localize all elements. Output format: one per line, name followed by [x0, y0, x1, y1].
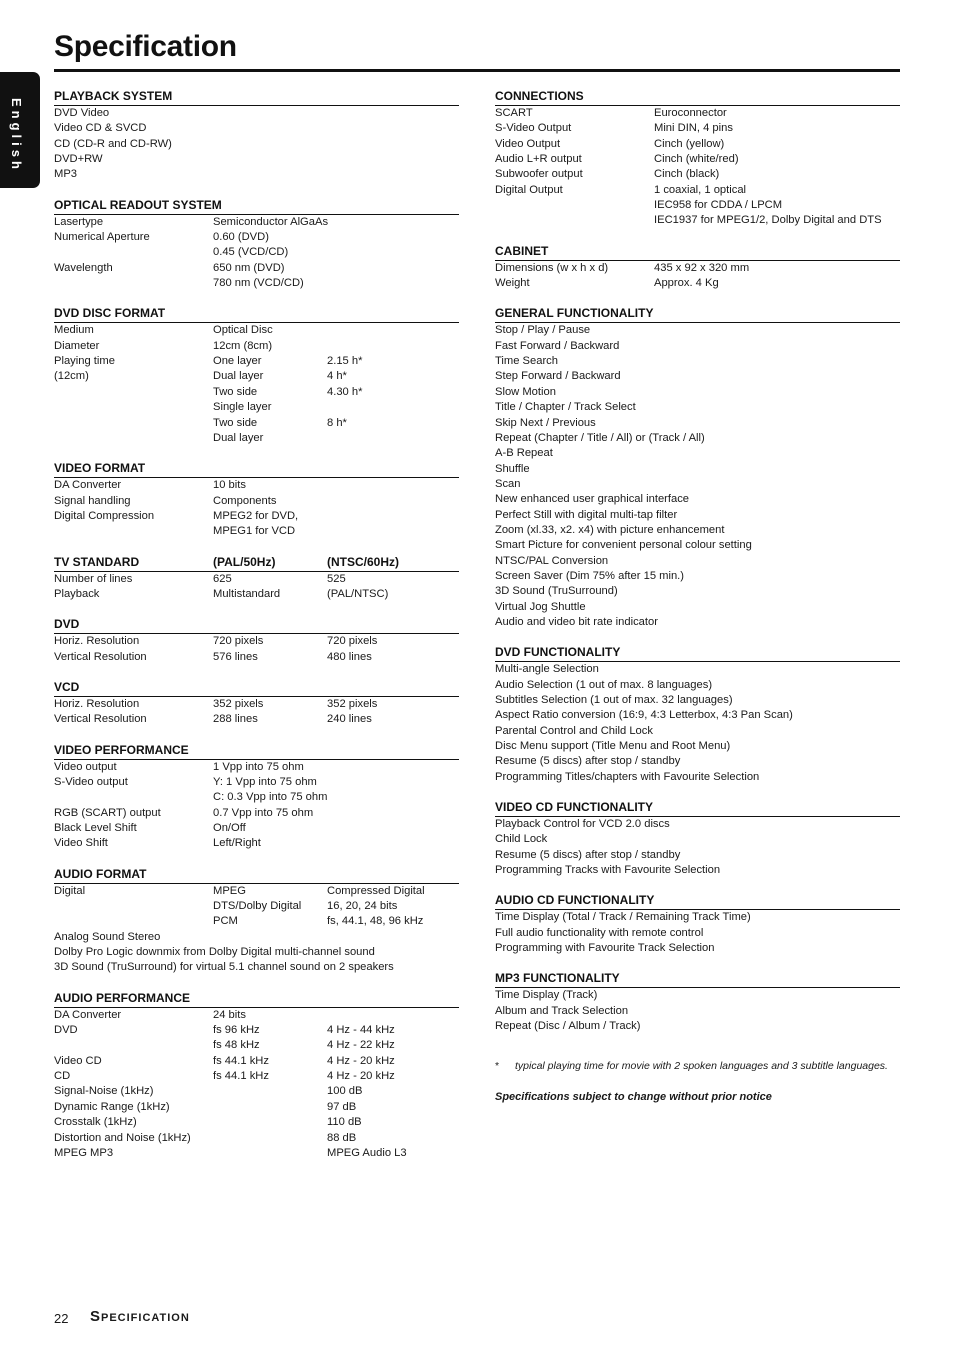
section-heading [54, 198, 459, 215]
spec-cell: RGB (SCART) output [54, 806, 161, 819]
spec-cell: 480 lines [327, 650, 372, 663]
spec-cell: MPEG [213, 884, 246, 897]
spec-cell: Medium [54, 324, 94, 337]
spec-row [495, 121, 900, 136]
spec-cell: Digital Output [495, 183, 563, 196]
section-heading [495, 244, 900, 261]
spec-cell: Digital [54, 884, 86, 897]
footnote-marker: * [495, 1060, 500, 1072]
spec-cell: 4 Hz - 22 kHz [327, 1039, 395, 1052]
spec-cell: 4 Hz - 20 kHz [327, 1054, 395, 1067]
spec-cell: IEC958 for CDDA / LPCM [654, 199, 783, 212]
spec-row [54, 587, 459, 602]
spec-cell: Black Level Shift [54, 822, 137, 834]
spec-cell: 4 h* [327, 370, 347, 383]
section-heading [495, 645, 900, 662]
spec-row [54, 167, 459, 182]
section-title-col2: (PAL/50Hz) [213, 554, 276, 569]
spec-section-video-format [54, 461, 459, 539]
spec-cell: DVD [54, 1024, 78, 1037]
spec-row [54, 884, 459, 899]
section-title-col3: (NTSC/60Hz) [327, 554, 400, 569]
spec-cell: CD (CD-R and CD-RW) [54, 137, 172, 150]
spec-line: Time Display (Track) [495, 989, 598, 1002]
spec-line: Audio Selection (1 out of max. 8 languages) [495, 678, 713, 691]
spec-row [54, 1115, 459, 1130]
spec-cell: MPEG Audio L3 [327, 1146, 407, 1159]
spec-cell: DA Converter [54, 1008, 122, 1021]
spec-cell: 1 coaxial, 1 optical [654, 183, 747, 196]
section-title: CABINET [495, 243, 549, 258]
spec-cell: 97 dB [327, 1100, 357, 1113]
spec-cell: Signal-Noise (1kHz) [54, 1085, 154, 1098]
section-title: TV STANDARD [54, 554, 140, 569]
spec-cell: Horiz. Resolution [54, 635, 140, 648]
spec-line: Scan [495, 477, 521, 490]
spec-line: New enhanced user graphical interface [495, 493, 690, 506]
spec-row [54, 572, 459, 587]
spec-cell: Cinch (white/red) [654, 153, 739, 166]
spec-cell: Multistandard [213, 587, 281, 600]
spec-row [54, 509, 459, 524]
spec-line: Audio and video bit rate indicator [495, 615, 658, 628]
section-title: PLAYBACK SYSTEM [54, 89, 173, 103]
spec-cell: fs, 44.1, 48, 96 kHz [327, 915, 424, 928]
spec-line: Multi-angle Selection [495, 663, 599, 676]
section-heading [54, 743, 459, 760]
spec-line: Step Forward / Backward [495, 370, 621, 383]
spec-row [54, 385, 459, 400]
spec-row [54, 152, 459, 167]
spec-row [54, 775, 459, 790]
spec-cell: MPEG2 for DVD, [213, 509, 299, 522]
spec-row [495, 183, 900, 198]
spec-cell: Lasertype [54, 215, 104, 228]
language-tab-label: English [9, 98, 24, 173]
spec-cell: Dual layer [213, 370, 264, 383]
spec-cell: Video Output [495, 137, 561, 150]
section-heading [495, 800, 900, 817]
spec-cell: Single layer [213, 401, 272, 414]
spec-row [54, 634, 459, 649]
section-heading [54, 89, 459, 106]
spec-cell: Left/Right [213, 837, 261, 850]
spec-cell: Playback [54, 587, 100, 600]
spec-cell: 650 nm (DVD) [213, 261, 285, 274]
spec-line: Subtitles Selection (1 out of max. 32 languages) [495, 694, 733, 706]
section-heading [54, 555, 459, 572]
spec-row [54, 1146, 459, 1161]
section-title: VIDEO FORMAT [54, 461, 146, 476]
spec-row [54, 431, 459, 446]
spec-row [54, 821, 459, 836]
spec-cell: Cinch (black) [654, 168, 720, 181]
spec-section-vcd [54, 680, 459, 728]
spec-cell: Weight [495, 277, 530, 290]
spec-line: Stop / Play / Pause [495, 324, 591, 337]
section-title: VCD [54, 679, 80, 694]
section-heading [54, 461, 459, 478]
spec-line: Aspect Ratio conversion (16:9, 4:3 Letterbox, 4:3 Pan Scan) [495, 709, 793, 722]
spec-cell: Approx. 4 Kg [654, 277, 719, 290]
spec-row [54, 276, 459, 291]
spec-cell: Dual layer [213, 431, 264, 444]
spec-line: Album and Track Selection [495, 1004, 629, 1017]
spec-cell: 88 dB [327, 1131, 357, 1144]
spec-section-playback [54, 89, 459, 183]
spec-line: Time Search [495, 355, 559, 368]
spec-row [54, 478, 459, 493]
spec-line: 3D Sound (TruSurround) for virtual 5.1 channel sound on 2 speakers [54, 961, 394, 974]
spec-cell: Components [213, 494, 277, 507]
section-heading [54, 306, 459, 323]
spec-cell: Digital Compression [54, 509, 155, 522]
spec-cell: 16, 20, 24 bits [327, 900, 398, 913]
spec-row [495, 261, 900, 276]
spec-cell: 2.15 h* [327, 355, 363, 368]
spec-cell: S-Video Output [495, 122, 572, 135]
spec-cell: Playing time [54, 355, 115, 368]
spec-section-audio-performance [54, 991, 459, 1161]
spec-cell: IEC1937 for MPEG1/2, Dolby Digital and DTS [654, 214, 882, 227]
spec-line: Slow Motion [495, 385, 556, 398]
spec-row [54, 914, 459, 929]
spec-cell: Optical Disc [213, 324, 273, 337]
spec-row [54, 836, 459, 851]
spec-cell: 288 lines [213, 713, 258, 726]
spec-cell: Compressed Digital [327, 884, 425, 897]
spec-cell: 352 pixels [327, 697, 378, 710]
spec-row [54, 1023, 459, 1038]
spec-cell: 110 dB [327, 1116, 362, 1129]
spec-cell: Number of lines [54, 572, 133, 585]
title-rule [54, 69, 900, 72]
spec-row [54, 712, 459, 727]
spec-cell: Wavelength [54, 261, 113, 274]
spec-cell: Euroconnector [654, 107, 727, 119]
section-title: MP3 FUNCTIONALITY [495, 971, 620, 986]
spec-line: Zoom (xl.33, x2. x4) with picture enhancement [495, 523, 725, 536]
spec-cell: 720 pixels [327, 635, 378, 648]
spec-row [54, 106, 459, 121]
spec-row [54, 121, 459, 136]
spec-row [495, 276, 900, 291]
spec-cell: S-Video output [54, 775, 128, 788]
spec-section-dvd [54, 617, 459, 665]
language-tab [0, 72, 40, 188]
spec-cell: 4 Hz - 20 kHz [327, 1070, 395, 1083]
spec-section-dvd-func [495, 645, 900, 785]
spec-section-mp3-func [495, 971, 900, 1034]
spec-cell: fs 44.1 kHz [213, 1054, 269, 1067]
spec-row [54, 1131, 459, 1146]
specification-notice: Specifications subject to change without prior notice [495, 1091, 772, 1103]
spec-section-cabinet [495, 244, 900, 292]
spec-cell: Video CD [54, 1054, 102, 1067]
section-title: VIDEO PERFORMANCE [54, 742, 189, 757]
spec-cell: 12cm (8cm) [213, 339, 273, 352]
spec-section-vcd-func [495, 800, 900, 878]
spec-row [54, 215, 459, 230]
spec-row [54, 494, 459, 509]
spec-cell: 720 pixels [213, 635, 264, 648]
spec-cell: MPEG1 for VCD [213, 525, 296, 538]
spec-line: Programming Titles/chapters with Favourite Selection [495, 770, 760, 783]
spec-cell: DVD Video [54, 107, 110, 119]
spec-row [54, 339, 459, 354]
spec-row [54, 760, 459, 775]
spec-cell: Video CD & SVCD [54, 122, 147, 135]
spec-section-tv-standard [54, 555, 459, 603]
spec-line: Screen Saver (Dim 75% after 15 min.) [495, 569, 685, 582]
spec-cell: Dynamic Range (1kHz) [54, 1100, 170, 1113]
spec-row [54, 261, 459, 276]
spec-cell: DA Converter [54, 479, 122, 492]
section-heading [54, 680, 459, 697]
spec-row [54, 806, 459, 821]
spec-line: Time Display (Total / Track / Remaining Track Time) [495, 911, 751, 924]
spec-cell: Two side [213, 416, 258, 429]
spec-cell: (12cm) [54, 370, 89, 383]
spec-cell: Distortion and Noise (1kHz) [54, 1131, 191, 1144]
spec-cell: Numerical Aperture [54, 231, 150, 244]
spec-section-dvd-disc [54, 306, 459, 446]
spec-cell: MP3 [54, 168, 78, 181]
section-heading [54, 867, 459, 884]
spec-row [54, 1069, 459, 1084]
spec-cell: Mini DIN, 4 pins [654, 122, 733, 135]
footer-title: Specification [90, 1308, 190, 1325]
spec-section-optical [54, 198, 459, 292]
spec-row [54, 1084, 459, 1099]
spec-line: Resume (5 discs) after stop / standby [495, 848, 681, 861]
spec-cell: 780 nm (VCD/CD) [213, 277, 304, 290]
spec-cell: 0.7 Vpp into 75 ohm [213, 806, 314, 819]
spec-cell: fs 48 kHz [213, 1039, 260, 1052]
spec-cell: 0.60 (DVD) [213, 231, 269, 244]
spec-row [54, 1038, 459, 1053]
spec-row [54, 354, 459, 369]
spec-cell: Video Shift [54, 837, 108, 850]
spec-cell: Audio L+R output [495, 153, 582, 166]
spec-cell: Semiconductor AlGaAs [213, 215, 329, 228]
spec-line: Programming Tracks with Favourite Selection [495, 864, 721, 877]
spec-cell: 10 bits [213, 479, 246, 492]
spec-cell: Horiz. Resolution [54, 697, 140, 710]
spec-cell: Y: 1 Vpp into 75 ohm [213, 775, 317, 788]
spec-line: A-B Repeat [495, 447, 553, 460]
spec-cell: Vertical Resolution [54, 713, 147, 726]
spec-row [495, 198, 900, 213]
spec-cell: SCART [495, 107, 533, 119]
section-title: AUDIO CD FUNCTIONALITY [495, 893, 655, 908]
spec-section-audio-format [54, 867, 459, 976]
spec-cell: One layer [213, 355, 262, 368]
spec-cell: Subwoofer output [495, 168, 583, 181]
section-title: AUDIO PERFORMANCE [54, 990, 191, 1005]
spec-cell: 100 dB [327, 1085, 363, 1098]
spec-line: Repeat (Disc / Album / Track) [495, 1020, 641, 1033]
spec-line: Title / Chapter / Track Select [495, 401, 636, 414]
spec-cell: 24 bits [213, 1008, 246, 1021]
section-title: DVD [54, 617, 80, 632]
section-title: DVD DISC FORMAT [54, 306, 166, 321]
spec-cell: DVD+RW [54, 153, 103, 166]
spec-line: Parental Control and Child Lock [495, 724, 653, 737]
spec-cell: 352 pixels [213, 697, 264, 710]
spec-row [495, 106, 900, 121]
spec-row [54, 137, 459, 152]
spec-cell: 576 lines [213, 650, 258, 663]
spec-cell: 435 x 92 x 320 mm [654, 261, 750, 274]
spec-cell: 8 h* [327, 416, 347, 429]
spec-cell: fs 96 kHz [213, 1024, 260, 1037]
spec-cell: Vertical Resolution [54, 650, 147, 663]
spec-section-video-performance [54, 743, 459, 852]
section-title: OPTICAL READOUT SYSTEM [54, 197, 222, 212]
spec-cell: 4 Hz - 44 kHz [327, 1024, 395, 1037]
spec-cell: (PAL/NTSC) [327, 587, 389, 600]
section-heading [495, 89, 900, 106]
spec-cell: On/Off [213, 822, 246, 834]
spec-cell: CD [54, 1070, 71, 1083]
spec-line: Resume (5 discs) after stop / standby [495, 755, 681, 768]
section-title: CONNECTIONS [495, 89, 584, 103]
spec-line: Child Lock [495, 833, 548, 846]
section-heading [495, 306, 900, 323]
spec-line: Programming with Favourite Track Selection [495, 942, 715, 955]
spec-row [54, 899, 459, 914]
section-heading [54, 991, 459, 1008]
footnote-text: typical playing time for movie with 2 spoken languages and 3 subtitle languages. [515, 1060, 888, 1072]
spec-cell: Cinch (yellow) [654, 137, 725, 150]
spec-section-connections [495, 89, 900, 229]
spec-row [54, 416, 459, 431]
spec-row [54, 245, 459, 260]
spec-row [54, 323, 459, 338]
spec-row [495, 213, 900, 228]
spec-row [54, 400, 459, 415]
left-column [54, 89, 459, 1176]
section-title: VIDEO CD FUNCTIONALITY [495, 800, 653, 815]
spec-row [54, 369, 459, 384]
spec-line: Repeat (Chapter / Title / All) or (Track / All) [495, 431, 705, 444]
spec-cell: C: 0.3 Vpp into 75 ohm [213, 791, 328, 804]
spec-line: Full audio functionality with remote control [495, 926, 704, 939]
footnote [495, 1060, 905, 1072]
spec-cell: 240 lines [327, 713, 372, 726]
spec-row [54, 697, 459, 712]
spec-line: Disc Menu support (Title Menu and Root Menu) [495, 740, 731, 753]
spec-cell: Signal handling [54, 494, 131, 507]
spec-row [54, 1008, 459, 1023]
spec-row [54, 230, 459, 245]
spec-row [495, 137, 900, 152]
spec-cell: Video output [54, 760, 117, 773]
spec-cell: 0.45 (VCD/CD) [213, 246, 289, 259]
spec-line: Virtual Jog Shuttle [495, 600, 586, 613]
spec-line: Analog Sound Stereo [54, 930, 161, 943]
spec-cell: 525 [327, 572, 346, 585]
spec-line: Fast Forward / Backward [495, 339, 620, 352]
section-title: DVD FUNCTIONALITY [495, 645, 621, 660]
spec-line: Shuffle [495, 462, 530, 475]
section-heading [54, 617, 459, 634]
page-title: Specification [54, 30, 237, 63]
spec-row [54, 524, 459, 539]
spec-section-acd-func [495, 893, 900, 956]
spec-line: Perfect Still with digital multi-tap filter [495, 508, 678, 521]
spec-cell: Diameter [54, 339, 100, 352]
spec-cell: 4.30 h* [327, 385, 363, 398]
spec-cell: 625 [213, 572, 232, 585]
spec-line: Playback Control for VCD 2.0 discs [495, 818, 670, 831]
spec-row [495, 152, 900, 167]
spec-cell: Two side [213, 385, 258, 398]
section-heading [495, 893, 900, 910]
spec-line: Skip Next / Previous [495, 416, 596, 429]
spec-line: 3D Sound (TruSurround) [495, 585, 618, 598]
spec-row [54, 1100, 459, 1115]
spec-section-general [495, 306, 900, 630]
spec-row [54, 790, 459, 805]
section-heading [495, 971, 900, 988]
spec-cell: 1 Vpp into 75 ohm [213, 760, 304, 773]
spec-line: NTSC/PAL Conversion [495, 554, 609, 567]
spec-cell: fs 44.1 kHz [213, 1070, 269, 1083]
spec-row [495, 167, 900, 182]
spec-cell: MPEG MP3 [54, 1146, 114, 1159]
right-column [495, 89, 900, 1050]
spec-cell: PCM [213, 915, 238, 928]
spec-line: Dolby Pro Logic downmix from Dolby Digital multi-channel sound [54, 946, 375, 959]
page-number: 22 [54, 1311, 69, 1326]
section-title: AUDIO FORMAT [54, 866, 147, 881]
section-title: GENERAL FUNCTIONALITY [495, 306, 654, 321]
spec-cell: DTS/Dolby Digital [213, 900, 302, 913]
spec-line: Smart Picture for convenient personal colour setting [495, 539, 752, 552]
spec-row [54, 650, 459, 665]
spec-cell: Dimensions (w x h x d) [495, 261, 609, 274]
spec-row [54, 1054, 459, 1069]
spec-cell: Crosstalk (1kHz) [54, 1116, 137, 1129]
